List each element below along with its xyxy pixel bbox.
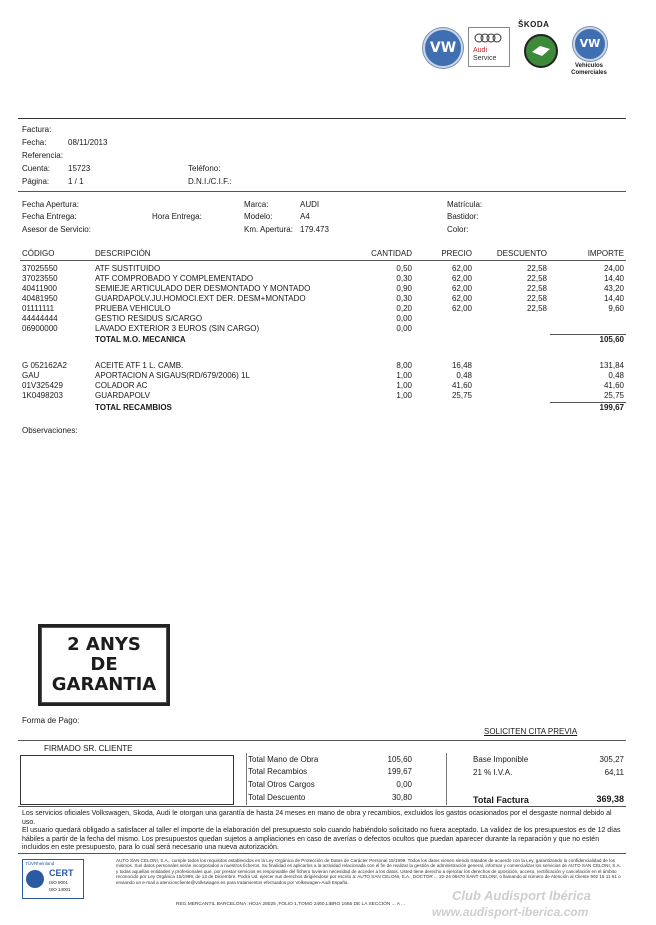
header-descripcion: DESCRIPCIÓN [95, 249, 151, 258]
stamp-line2: DE [90, 654, 118, 675]
total-rec-value: 199,67 [599, 403, 624, 412]
km-label: Km. Apertura: [244, 225, 293, 234]
table-row [0, 361, 656, 371]
cell-importe: 14,40 [603, 274, 624, 283]
cell-descripcion: APORTACION A SIGAUS(RD/679/2006) 1L [95, 371, 250, 380]
skoda-logo [524, 34, 558, 68]
tuv-globe-icon [26, 870, 44, 888]
total-recambios-label: Total Recambios [248, 767, 308, 776]
header-descuento: DESCUENTO [496, 249, 547, 258]
cell-importe: 14,40 [603, 294, 624, 303]
stamp-line3: GARANTIA [51, 674, 157, 695]
cuenta-value: 15723 [68, 164, 91, 173]
cell-descuento: 22,58 [526, 294, 547, 303]
vehiculos-text: Vehículos [574, 63, 603, 69]
modelo-label: Modelo: [244, 212, 273, 221]
cell-importe: 41,60 [603, 381, 624, 390]
fecha-entrega-label: Fecha Entrega: [22, 212, 77, 221]
table-row [0, 304, 656, 314]
audi-text: Audi [473, 47, 488, 54]
cell-precio: 16,48 [451, 361, 472, 370]
total-mo-value: 105,60 [599, 335, 624, 344]
table-row [0, 274, 656, 284]
legal-line2: El usuario quedará obligado a satisfacer al taller el importe de la elaboración del presupuesto solo cuando habiéndolo solicitado no fuera aceptado. La validez de los presupuestos es de 12 días hábiles a partir de la fecha del mismo. Los presupuestos quedan sujetos a ampliaciones en caso de averías o defectos ocultos que puedan aparecer durante la reparación y que no estén incluidos en este presupuesto, para lo cual será necesario una nueva autorización. [22, 827, 621, 852]
vw-comerciales-logo: VW [573, 27, 607, 61]
telefono-label: Teléfono: [188, 164, 221, 173]
total-rec-row [0, 403, 656, 413]
cell-descripcion: ACEITE ATF 1 L. CAMB. [95, 361, 184, 370]
audi-rings-icon [469, 32, 509, 44]
total-recambios-value: 199,67 [387, 767, 412, 776]
km-value: 179.473 [300, 225, 329, 234]
totals-rule [18, 806, 626, 807]
cell-cantidad: 0,90 [396, 284, 412, 293]
cell-cantidad: 0,30 [396, 294, 412, 303]
cell-codigo: 37025550 [22, 264, 58, 273]
cell-codigo: 06900000 [22, 324, 58, 333]
total-factura-label: Total Factura [473, 795, 529, 805]
cell-precio: 62,00 [451, 294, 472, 303]
totals-divider-left [246, 753, 247, 805]
table-row [0, 381, 656, 391]
garantia-stamp [38, 624, 170, 706]
total-mano-obra-label: Total Mano de Obra [248, 755, 319, 764]
fecha-label: Fecha: [22, 138, 47, 147]
header-codigo: CÓDIGO [22, 249, 55, 258]
fine-print: AUTO SAN CELONI, S.A., cumple todos los requisitos establecidos en la Ley Orgánica de Protección de Datos de Carácter Personal 15/1999. Todos los datos vienen siendo tratados de acuerdo con la Ley, garantizando la confidencialidad de los mismos. Sus datos personales serán incorporados a nuestros ficheros. Su finalidad es aplicarlos a la actividad relacionada con el fin de realizar la gestión de administración general, informar y comercializar los servicios de AUTO SAN CELONI, S.A. y todas aquellas entidades y profesionales que, por prestar servicios es responsable del fichero tuvieran necesidad de acceder a los datos. Usted tiene derecho a ejercitar los derechos de oposición, acceso, rectificación y cancelación en el ámbito reconocido por Ley Orgánica 15/1999, de 13 de Diciembre. Podrá Ud. ejercer sus derechos dirigiéndose por escrito a: AUTO SAN CELONI, S.A., DOCTOR ... 22-24 08470 SANT CELONI, o llamando al número de Atención al Cliente 902 15 11 61 o enviando un e-mail a atencioncliente@volkswagen.es para tratamientos efectuados por Volkswagen-Audi España. [116, 858, 621, 885]
header-cantidad: CANTIDAD [371, 249, 412, 258]
cell-precio: 62,00 [451, 304, 472, 313]
cell-descripcion: COLADOR AC [95, 381, 148, 390]
color-label: Color: [447, 225, 469, 234]
table-row [0, 264, 656, 274]
matricula-label: Matrícula: [447, 200, 483, 209]
cert-label: CERT [49, 868, 74, 878]
cell-descuento: 22,58 [526, 274, 547, 283]
base-imponible-value: 305,27 [599, 755, 624, 764]
hora-entrega-label: Hora Entrega: [152, 212, 202, 221]
total-mo-rule [550, 334, 626, 335]
cell-cantidad: 0,30 [396, 274, 412, 283]
comerciales-text: Comerciales [571, 70, 607, 76]
fecha-apertura-label: Fecha Apertura: [22, 200, 79, 209]
watermark-club: Club Audisport Ibérica [452, 888, 591, 903]
audi-service-logo [468, 27, 510, 67]
watermark-url: www.audisport-iberica.com [432, 905, 589, 919]
observaciones-label: Observaciones: [22, 426, 78, 435]
total-otros-value: 0,00 [396, 780, 412, 789]
table-row [0, 314, 656, 324]
cell-codigo: 44444444 [22, 314, 58, 323]
total-rec-rule [550, 402, 626, 403]
header-importe: IMPORTE [587, 249, 624, 258]
pagina-label: Página: [22, 177, 50, 186]
skoda-text: ŠKODA [518, 20, 550, 29]
referencia-label: Referencia: [22, 151, 63, 160]
cell-precio: 0,48 [456, 371, 472, 380]
cell-cantidad: 0,00 [396, 324, 412, 333]
cell-codigo: GAU [22, 371, 40, 380]
signature-box [20, 755, 234, 805]
total-mo-label: TOTAL M.O. MECANICA [95, 335, 186, 344]
modelo-value: A4 [300, 212, 310, 221]
cell-cantidad: 0,50 [396, 264, 412, 273]
cell-cantidad: 1,00 [396, 391, 412, 400]
top-rule [18, 118, 626, 119]
cell-descripcion: GUARDAPOLV [95, 391, 150, 400]
iva-label: 21 % I.V.A. [473, 768, 513, 777]
cell-importe: 0,48 [608, 371, 624, 380]
cell-precio: 41,60 [451, 381, 472, 390]
iso-14001: ISO 14001 [49, 887, 71, 892]
header-rule [18, 191, 626, 192]
legal-rule [18, 853, 626, 854]
stamp-line1: 2 ANYS [67, 634, 141, 655]
cell-codigo: 40411900 [22, 284, 57, 293]
footer-rule [18, 740, 626, 741]
total-mo-row [0, 335, 656, 345]
cell-cantidad: 1,00 [396, 371, 412, 380]
registro-mercantil: REG.MERCANTIL BARCELONA :HOJA 28025 ,FOLIO 1,TOMO 2460,LIBRO 1665 DE LA SECCIÓN ... A ... [176, 902, 406, 907]
cell-descuento: 22,58 [526, 304, 547, 313]
cuenta-label: Cuenta: [22, 164, 51, 173]
soliciten-cita-label: SOLICITEN CITA PREVIA [484, 727, 578, 736]
volkswagen-logo: VW [423, 28, 463, 68]
cell-codigo: 40481950 [22, 294, 58, 303]
cell-cantidad: 1,00 [396, 381, 412, 390]
cell-descuento: 22,58 [526, 284, 547, 293]
cell-codigo: G 052162A2 [22, 361, 67, 370]
cell-codigo: 01V325429 [22, 381, 63, 390]
cell-descripcion: LAVADO EXTERIOR 3 EUROS (SIN CARGO) [95, 324, 260, 333]
cell-importe: 25,75 [603, 391, 624, 400]
cell-precio: 25,75 [451, 391, 472, 400]
tuv-cert-badge [22, 859, 84, 899]
table-row [0, 324, 656, 334]
legal-line1: Los servicios oficiales Volkswagen, Skoda, Audi le otorgan una garantía de hasta 24 meses en mano de obra y recambios, excluidos los gastos ocasionados por el desgaste normal debido al uso. [22, 810, 612, 826]
cell-descripcion: PRUEBA VEHICULO [95, 304, 171, 313]
cell-descripcion: GUARDAPOLV.JU.HOMOCI.EXT DER. DESM+MONTADO [95, 294, 306, 303]
cell-descuento: 22,58 [526, 264, 547, 273]
cell-importe: 43,20 [603, 284, 624, 293]
cert-brand: TÜVRheinland [25, 861, 55, 866]
forma-pago-label: Forma de Pago: [22, 716, 80, 725]
marca-value: AUDI [300, 200, 320, 209]
total-descuento-value: 30,80 [391, 793, 412, 802]
table-row [0, 371, 656, 381]
iva-value: 64,11 [604, 768, 624, 777]
cell-cantidad: 0,00 [396, 314, 412, 323]
cell-importe: 24,00 [603, 264, 624, 273]
pagina-value: 1 / 1 [68, 177, 84, 186]
marca-label: Marca: [244, 200, 269, 209]
cell-descripcion: ATF COMPROBADO Y COMPLEMENTADO [95, 274, 254, 283]
totals-divider-mid [446, 753, 447, 805]
cell-descripcion: SEMIEJE ARTICULADO DER DESMONTADO Y MONTADO [95, 284, 311, 293]
table-row [0, 391, 656, 401]
cell-descripcion: ATF SUSTITUIDO [95, 264, 161, 273]
service-text: Service [473, 55, 497, 62]
cell-precio: 62,00 [451, 274, 472, 283]
base-imponible-label: Base Imponible [473, 755, 529, 764]
legal-text [22, 810, 624, 853]
cell-importe: 131,84 [599, 361, 624, 370]
total-otros-label: Total Otros Cargos [248, 780, 315, 789]
cell-cantidad: 8,00 [396, 361, 412, 370]
header-precio: PRECIO [441, 249, 472, 258]
cell-precio: 62,00 [451, 284, 472, 293]
table-header-rule [20, 260, 626, 261]
cell-cantidad: 0,20 [396, 304, 412, 313]
dni-label: D.N.I./C.I.F.: [188, 177, 232, 186]
cell-codigo: 37023550 [22, 274, 58, 283]
total-mano-obra-value: 105,60 [387, 755, 412, 764]
table-row [0, 284, 656, 294]
bastidor-label: Bastidor: [447, 212, 479, 221]
total-rec-label: TOTAL RECAMBIOS [95, 403, 172, 412]
cell-codigo: 1K0498203 [22, 391, 63, 400]
iso-9001: ISO 9001 [49, 880, 69, 885]
factura-label: Factura: [22, 125, 52, 134]
fecha-value: 08/11/2013 [68, 138, 108, 147]
total-factura-value: 369,38 [596, 794, 624, 804]
table-header [0, 249, 656, 259]
cell-codigo: 01111111 [22, 304, 55, 313]
cell-descripcion: GESTIO RESIDUS S/CARGO [95, 314, 203, 323]
asesor-label: Asesor de Servicio: [22, 225, 91, 234]
total-descuento-label: Total Descuento [248, 793, 306, 802]
firmado-label: FIRMADO SR. CLIENTE [44, 744, 133, 753]
skoda-arrow-icon [526, 36, 556, 66]
table-row [0, 294, 656, 304]
cell-precio: 62,00 [451, 264, 472, 273]
cell-importe: 9,60 [608, 304, 624, 313]
